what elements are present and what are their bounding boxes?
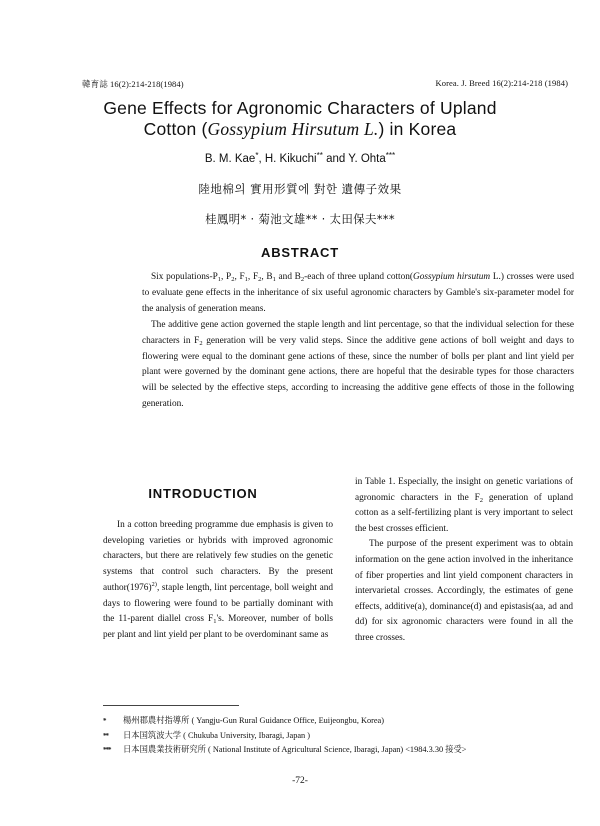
author-3: Y. Ohta: [348, 153, 386, 165]
title-line-2-pre: Cotton (: [143, 119, 208, 139]
title-line-2: [0, 119, 600, 140]
abstract-paragraph-1: Six populations-$P_1$, $P_2$, $F_1$, $F_2$, $B_1$ and $B_2$-each of three upland cotton(Gossypium hirsutum L.) crosses were used to evaluate gene effects in the inheritance of six useful agronomic characters by Gamble's six-parameter model for the analysis of generation means.: [142, 272, 574, 314]
footnote-2-mark: **: [103, 731, 108, 740]
abstract-heading: ABSTRACT: [261, 245, 339, 260]
footnote-3-text: 日本国農業技術研究所 ( National Institute of Agricultural Science, Ibaragi, Japan) <1984.3.30 接受>: [123, 745, 467, 754]
footnote-1-mark: *: [103, 717, 106, 725]
author-1: B. M. Kae: [204, 153, 256, 165]
footnote-1-text: 楊州郡農村指導所 ( Yangju-Gun Rural Guidance Office, Euijeongbu, Korea): [123, 716, 384, 725]
footnote-3-mark: ***: [103, 746, 111, 754]
introduction-paragraph-2: The purpose of the present experiment was to obtain information on the gene action involved in the inheritance of fiber properties and lint yield component characters in intervarietal crosses. Accordingly, the estimates of gene effects, additive(a), dominance(d) and epistasis(aa, ad and dd) for six agronomic characters were found in all the three crosses.: [355, 539, 573, 643]
author-1-mark: *: [255, 151, 259, 160]
title-line-1: Gene Effects for Agronomic Characters of Upland: [103, 98, 497, 118]
korean-title: 陸地棉의 實用形質에 對한 遺傳子效果: [198, 182, 402, 196]
author-3-mark: ***: [385, 151, 396, 160]
introduction-right-column: [355, 475, 573, 647]
introduction-paragraph-continued: in Table 1. Especially, the insight on genetic variations of agronomic characters in the $F_2$ generation of upland cotton as a self-fertilizing plant is very important to select the best crosses efficient.: [355, 477, 573, 534]
author-list: [0, 153, 600, 165]
abstract-paragraph-2: The additive gene action governed the staple length and lint percentage, so that the individual selection for these characters in $F_2$ generation will be very valid steps. Since the additive gene actions of boll weight and days to flowering were equal to the dominant gene actions of these, since the number of bolls per plant and lint yield per plant were governed by the dominant gene actions, there are hopeful that the desirable types for those characters will be selected by the effective steps, according to increasing the additive gene effects of those in the following generation.: [142, 319, 574, 410]
author-2: H. Kikuchi: [264, 153, 317, 165]
introduction-heading: INTRODUCTION: [148, 486, 258, 501]
korean-authors: 桂鳳明* · 菊池文雄** · 太田保夫***: [205, 212, 395, 226]
citation-ref: 2): [151, 580, 157, 588]
title-line-2-post: ) in Korea: [378, 119, 457, 139]
footnote-2-text: 日本国筑波大学 ( Chukuba University, Ibaragi, Japan ): [123, 730, 311, 740]
footnote-3: [103, 743, 583, 758]
introduction-left-column: [103, 518, 333, 644]
running-header-right: Korea. J. Breed 16(2):214-218 (1984): [435, 78, 568, 88]
author-sep-1: ,: [258, 153, 265, 165]
author-sep-2: and: [322, 153, 349, 165]
footnote-divider: [103, 705, 239, 706]
abstract-body: [142, 270, 574, 413]
paper-title: [0, 98, 600, 140]
footnote-1: [103, 714, 583, 729]
page-number: -72-: [292, 776, 308, 786]
footnotes: [103, 714, 583, 758]
footnote-2: [103, 729, 583, 744]
author-2-mark: **: [316, 151, 323, 160]
introduction-paragraph-1: In a cotton breeding programme due emphasis is given to developing varieties or hybrids with improved agronomic characters, but there are relatively few studies on the genetic systems that control such characters. By the present $author(1976)^{2)}$, staple length, lint percentage, boll weight and days to flowering were found to be partially dominant with the 11-parent diallel cross $F_1's$. Moreover, number of bolls per plant and lint yield per plant to be overdominant same as: [103, 520, 333, 640]
title-species: Gossypium Hirsutum L.: [207, 119, 379, 139]
running-header-left: 韓育誌 16(2):214-218(1984): [82, 79, 184, 89]
